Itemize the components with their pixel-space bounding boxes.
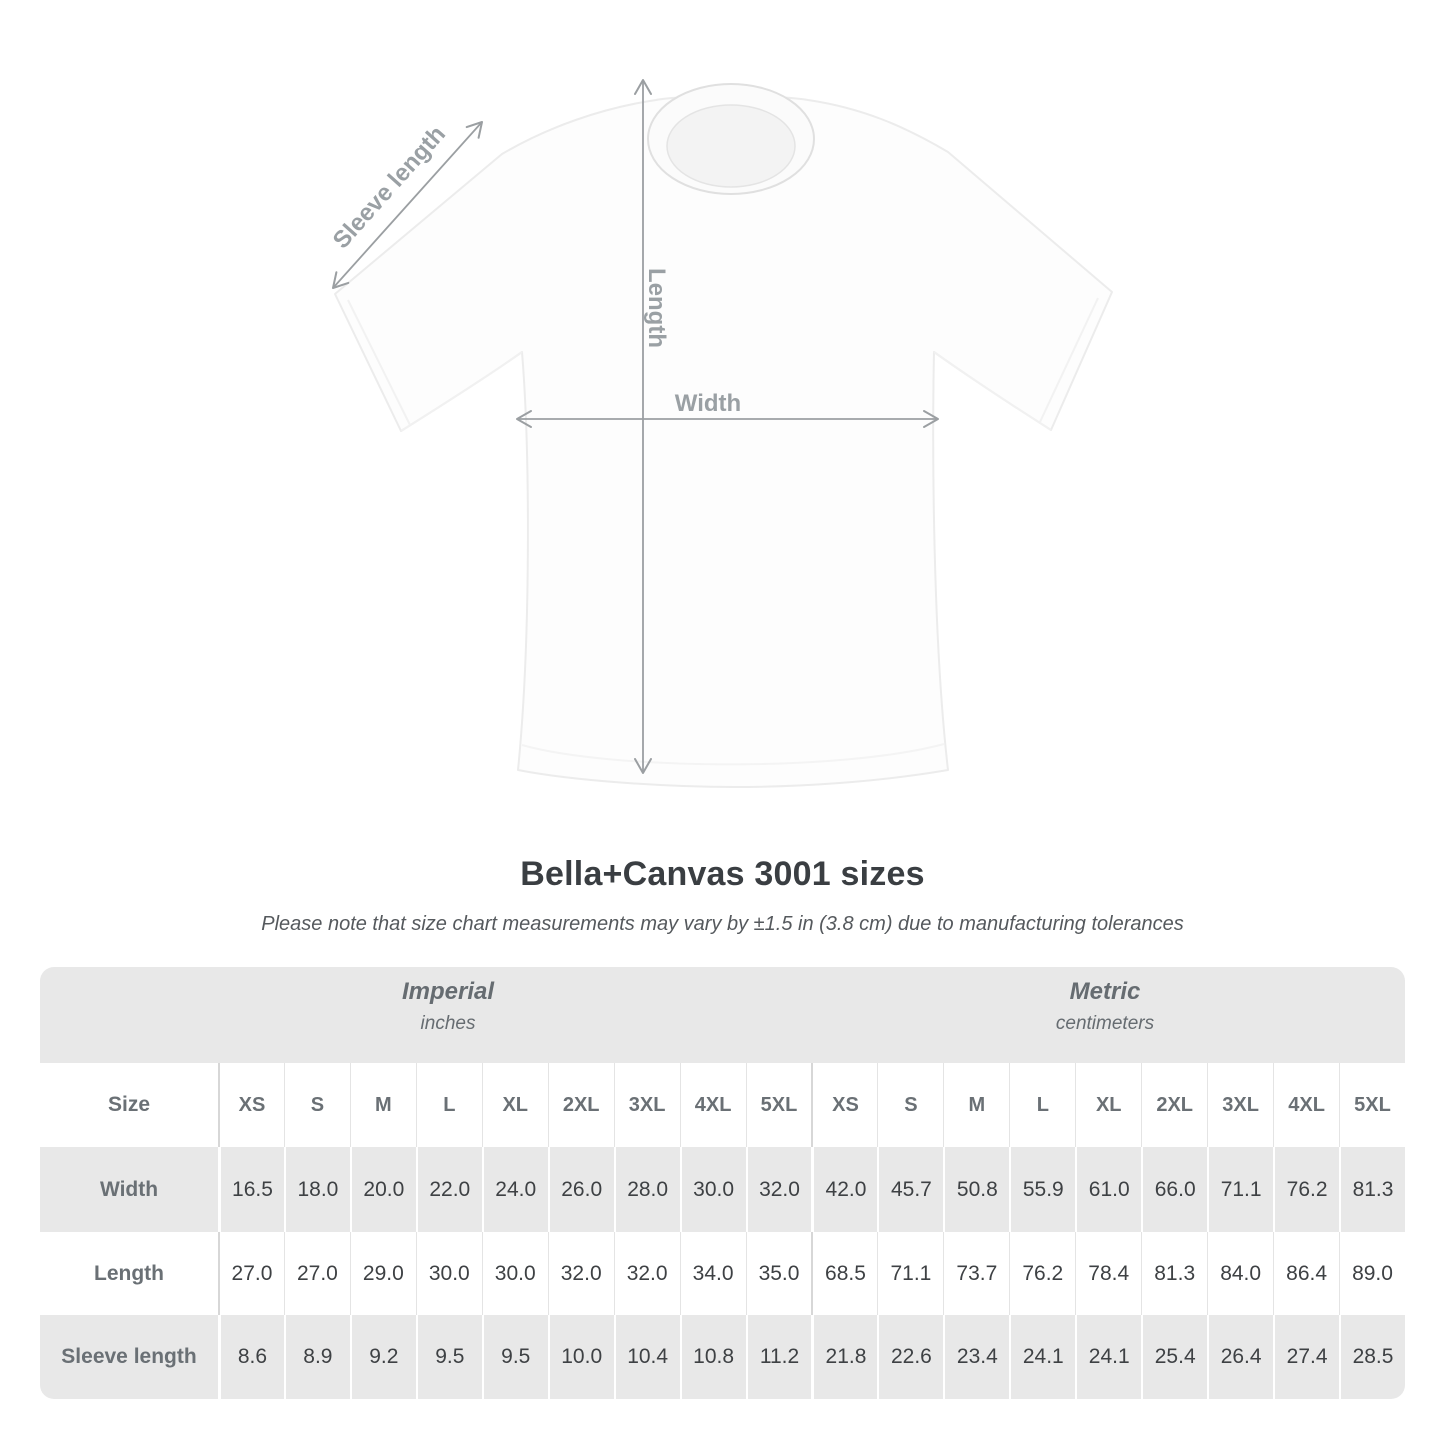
cell-value: 32.0	[548, 1232, 614, 1315]
row-label: Sleeve length	[40, 1315, 218, 1399]
cell-value: 26.4	[1207, 1315, 1273, 1399]
tshirt-graphic	[335, 84, 1112, 787]
cell-value: 10.4	[614, 1315, 680, 1399]
size-col-header: 4XL	[680, 1063, 746, 1147]
cell-value: 9.2	[350, 1315, 416, 1399]
cell-value: 23.4	[943, 1315, 1009, 1399]
cell-value: 66.0	[1141, 1147, 1207, 1232]
size-col-header: XL	[1075, 1063, 1141, 1147]
page-subtitle: Please note that size chart measurements may vary by ±1.5 in (3.8 cm) due to manufacturing tolerances	[261, 913, 1184, 935]
cell-value: 84.0	[1207, 1232, 1273, 1315]
cell-value: 81.3	[1339, 1147, 1405, 1232]
size-col-header: 5XL	[746, 1063, 812, 1147]
metric-unit-label: centimeters	[1055, 1013, 1155, 1034]
cell-value: 89.0	[1339, 1232, 1405, 1315]
size-col-header: 5XL	[1339, 1063, 1405, 1147]
cell-value: 32.0	[746, 1147, 812, 1232]
cell-value: 8.6	[218, 1315, 284, 1399]
imperial-label: Imperial	[401, 978, 495, 1005]
cell-value: 24.0	[482, 1147, 548, 1232]
cell-value: 22.0	[416, 1147, 482, 1232]
cell-value: 21.8	[811, 1315, 877, 1399]
row-label: Length	[94, 1261, 164, 1285]
cell-value: 76.2	[1273, 1147, 1339, 1232]
collar	[648, 84, 814, 194]
sleeve-length-label: Sleeve length	[327, 120, 452, 255]
cell-value: 25.4	[1141, 1315, 1207, 1399]
cell-value: 35.0	[746, 1232, 812, 1315]
cell-value: 34.0	[680, 1232, 746, 1315]
size-col-header: 2XL	[1141, 1063, 1207, 1147]
size-col-header: M	[350, 1063, 416, 1147]
cell-value: 18.0	[284, 1147, 350, 1232]
cell-value: 71.1	[1207, 1147, 1273, 1232]
size-col-header: XS	[811, 1063, 877, 1147]
size-corner-label: Size	[107, 1093, 151, 1116]
metric-label: Metric	[1069, 978, 1141, 1005]
unit-header-band	[40, 967, 1405, 1063]
cell-value: 22.6	[877, 1315, 943, 1399]
size-col-header: 4XL	[1273, 1063, 1339, 1147]
cell-value: 76.2	[1009, 1232, 1075, 1315]
cell-value: 81.3	[1141, 1232, 1207, 1315]
cell-value: 24.1	[1075, 1315, 1141, 1399]
size-col-header: 2XL	[548, 1063, 614, 1147]
size-col-header: S	[877, 1063, 943, 1147]
imperial-header	[402, 978, 494, 1035]
length-label: Length	[643, 268, 670, 348]
size-col-header: L	[1009, 1063, 1075, 1147]
size-col-header: M	[943, 1063, 1009, 1147]
cell-value: 86.4	[1273, 1232, 1339, 1315]
page-title: Bella+Canvas 3001 sizes	[520, 855, 925, 893]
cell-value: 26.0	[548, 1147, 614, 1232]
cell-value: 30.0	[680, 1147, 746, 1232]
cell-value: 68.5	[811, 1232, 877, 1315]
width-label: Width	[674, 390, 742, 417]
size-col-header: S	[284, 1063, 350, 1147]
cell-value: 27.0	[218, 1232, 284, 1315]
cell-value: 32.0	[614, 1232, 680, 1315]
cell-value: 78.4	[1075, 1232, 1141, 1315]
cell-value: 27.4	[1273, 1315, 1339, 1399]
cell-value: 8.9	[284, 1315, 350, 1399]
cell-value: 42.0	[811, 1147, 877, 1232]
cell-value: 29.0	[350, 1232, 416, 1315]
cell-value: 30.0	[416, 1232, 482, 1315]
cell-value: 71.1	[877, 1232, 943, 1315]
cell-value: 45.7	[877, 1147, 943, 1232]
cell-value: 50.8	[943, 1147, 1009, 1232]
cell-value: 27.0	[284, 1232, 350, 1315]
cell-value: 30.0	[482, 1232, 548, 1315]
cell-value: 28.5	[1339, 1315, 1405, 1399]
size-col-header: XL	[482, 1063, 548, 1147]
cell-value: 61.0	[1075, 1147, 1141, 1232]
size-chart-table	[40, 967, 1405, 1399]
cell-value: 73.7	[943, 1232, 1009, 1315]
cell-value: 10.0	[548, 1315, 614, 1399]
size-col-header: L	[416, 1063, 482, 1147]
cell-value: 28.0	[614, 1147, 680, 1232]
cell-value: 24.1	[1009, 1315, 1075, 1399]
cell-value: 20.0	[350, 1147, 416, 1232]
imperial-unit-label: inches	[420, 1013, 476, 1034]
cell-value: 16.5	[218, 1147, 284, 1232]
size-col-header: 3XL	[1207, 1063, 1273, 1147]
row-label: Width	[40, 1147, 218, 1232]
metric-header	[1056, 978, 1154, 1035]
cell-value: 10.8	[680, 1315, 746, 1399]
size-grid	[40, 1063, 1405, 1399]
cell-value: 9.5	[416, 1315, 482, 1399]
size-col-header: XS	[218, 1063, 284, 1147]
cell-value: 11.2	[746, 1315, 812, 1399]
cell-value: 9.5	[482, 1315, 548, 1399]
cell-value: 55.9	[1009, 1147, 1075, 1232]
size-col-header: 3XL	[614, 1063, 680, 1147]
